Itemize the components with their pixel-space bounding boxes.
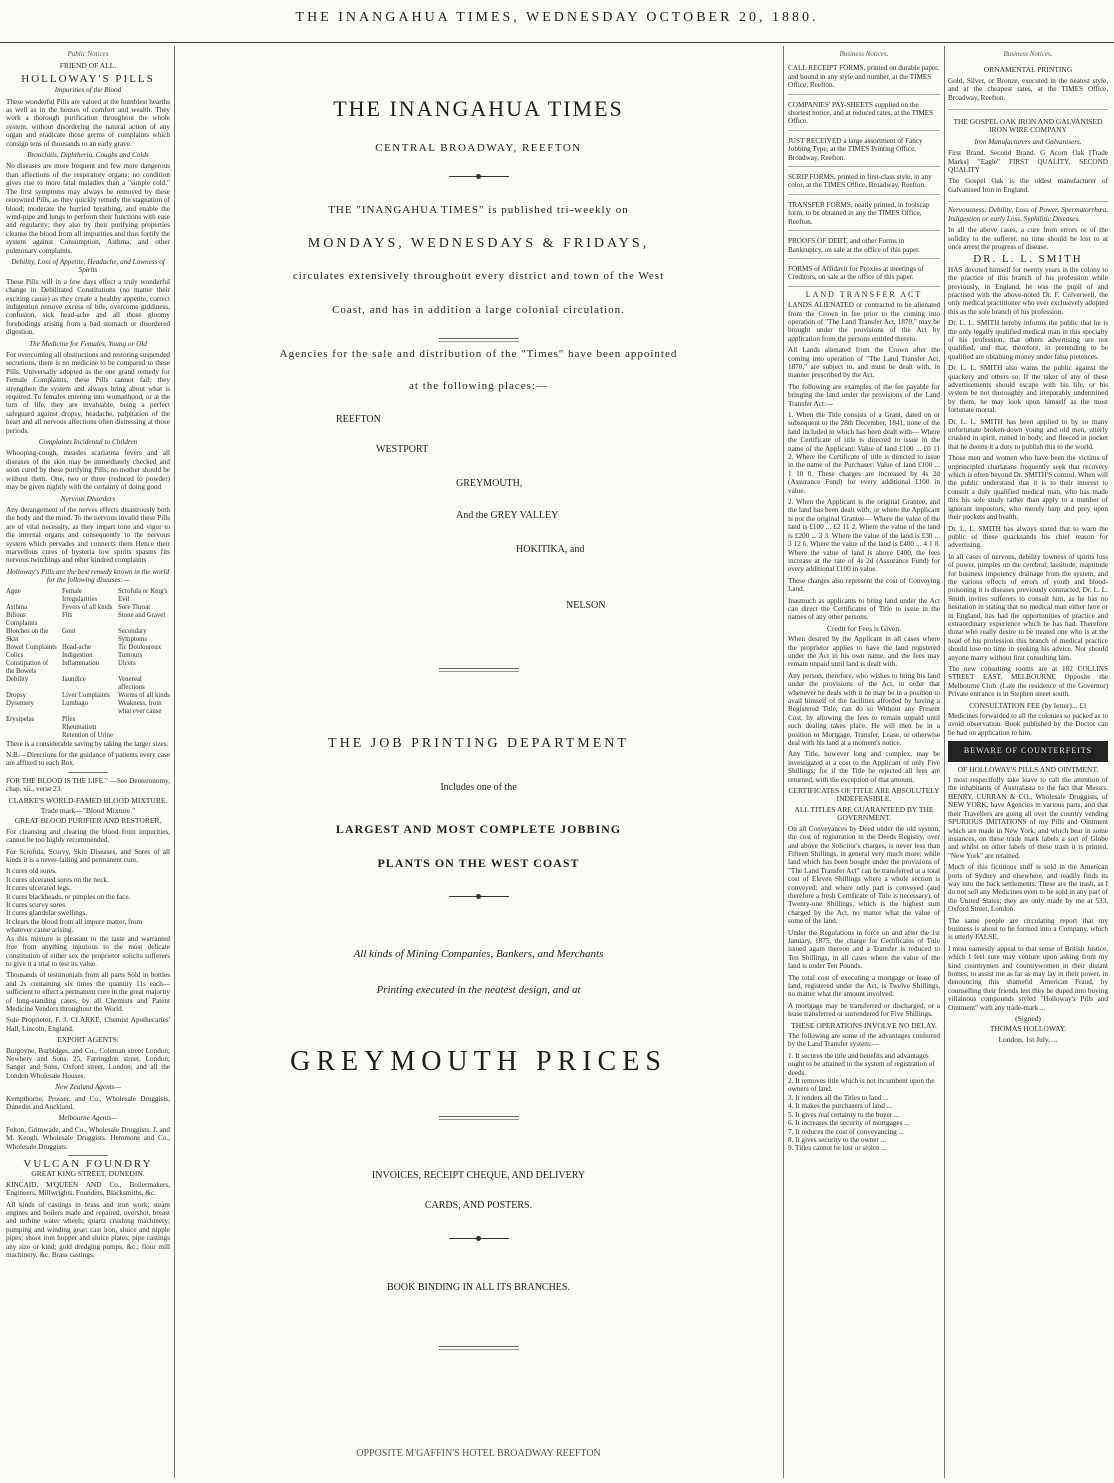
- advert: [788, 171, 940, 195]
- largest-line: LARGEST AND MOST COMPLETE JOBBING: [335, 822, 622, 836]
- paragraph: When desired by the Applicant in all cases where the proprietor applies to have the land registered under the Act in his own name, and the fees may remain unpaid until land is dealt with.: [788, 635, 940, 669]
- signed: (Signed): [1015, 1014, 1041, 1024]
- disease-item: Piles: [62, 715, 76, 723]
- consultation-fee: CONSULTATION FEE (by letter)... £1: [969, 700, 1087, 710]
- cure-item: It cures old sores.: [6, 867, 57, 876]
- disease-item: Stone and Gravel: [118, 611, 166, 619]
- ad-title: ORNAMENTAL PRINTING: [983, 65, 1073, 75]
- paragraph: As this mixture is pleasant to the taste and warranted free from anything injurious to the most delicate constitution of either sex the proprietor solicits sufferers to give it a trial to test its value.: [6, 934, 170, 968]
- column-header: Business Notices.: [839, 50, 889, 58]
- paragraph: The new consulting rooms are at 182 COLLINS STREET EAST, MELBOURNE Opposite the Melbourne Club. (Late the residence of the Governor) Private entrance is in Stephen street south.: [948, 665, 1108, 699]
- disease-list: [6, 588, 170, 740]
- ornament-divider: [449, 896, 509, 897]
- paragraph: Felton, Grimwade, and Co., Wholesale Druggists. J. and M. Keogh, Wholesale Druggists. Hemmons and Co., Wholesale Druggists.: [6, 1125, 170, 1151]
- paragraph: First Brand. Second Brand. G Acorn Oak [Trade Marks] "Eagle" FIRST QUALITY. SECOND QUALITY: [948, 149, 1108, 175]
- advert: [788, 235, 940, 259]
- section-heading: New Zealand Agents—: [55, 1083, 121, 1092]
- disease-item: Gout: [62, 627, 76, 635]
- disease-item: Indigestion: [62, 651, 93, 659]
- advantage-item: 2. It removes title which is not incumbent upon the owners of land.: [788, 1077, 935, 1094]
- paragraph: Any Title, however long and complex, may be investigated at a cost to the Applicant of only Five Shillings; for if the Title be rejected all fees are returned, with the exception of that amount.: [788, 750, 940, 784]
- disease-item: Fevers of all kinds: [62, 603, 113, 611]
- disease-item: Dysentery: [6, 699, 34, 707]
- ornament-divider: [449, 176, 509, 177]
- signature: THOMAS HOLLOWAY.: [989, 1024, 1067, 1034]
- paragraph: All Lands alienated from the Crown after the coming into operation of "The Land Transfer Act, 1870," are subject to, and must be dealt with, in manner prescribed by the Act.: [788, 346, 940, 380]
- disease-item: Secondary Symptoms: [118, 627, 148, 643]
- paragraph: Any derangement of the nerves effects disastrously both the body and the mind. To the nervous invalid these Pills are of vital necessity, as they impart tone and vigor to the internal organs and consequently to the nervous system which pervades and connects them Hence their marvellous cures of hysteria low spirits spasms fits nervous twitchings and other kindred complaints: [6, 505, 170, 565]
- section-heading: Impurities of the Blood: [54, 86, 122, 95]
- ad-title: VULCAN FOUNDRY: [23, 1158, 153, 1171]
- ad-heading: FOR THE BLOOD IS THE LIFE." —See Deuteronomy, chap. xii., verse 23.: [6, 776, 170, 794]
- advert: [788, 135, 940, 167]
- paragraph: On all Conveyances by Deed under the old system, the cost of registration in the Deeds Registry, over and above the Solicitor's charges, is never less than Fifteen Shillings, in general very much more; while land which has been bought under the provisions of "The Land Transfer Act" can be transferred at a total cost of Eleven Shillings where a whole section is conveyed; and where only part is conveyed (and therefore a fresh Certificate of Title is necessary), of Twenty-one Shillings, which is the highest sum charged by the Act, no matter what the value of some of the land.: [788, 824, 940, 926]
- office-location: OPPOSITE M'GAFFIN'S HOTEL BROADWAY REEFTON: [356, 1448, 601, 1459]
- advert-text: FORMS of Affidavit for Proxies at meetings of Creditors, on sale at the office of this paper.: [788, 264, 924, 282]
- paragraph: Sole Proprietor, F. J. CLARKE, Chemist Apothecaries' Hall, Lincoln, England.: [6, 1016, 170, 1033]
- place-hokitika: HOKITIKA, and: [516, 544, 585, 555]
- ornament-divider: [449, 1238, 509, 1239]
- disease-item: Asthma: [6, 603, 28, 611]
- disease-item: Venereal affections: [118, 675, 145, 691]
- paragraph: These wonderful Pills are valued at the humblest hearths as well as in the houses of comfort and wealth. They work a thorough purification throughout the whole system, without disordering the natural action of any organ and eradicate those germs of complaints which consign tens of thousands to an early grave.: [6, 97, 170, 148]
- advert-text: TRANSFER FORMS, neatly printed, in foolscap form, to be obtained in any the TIMES Office, Reefton.: [788, 200, 930, 226]
- cure-item: It cures ulcerated legs.: [6, 884, 71, 893]
- all-kinds-line: All kinds of Mining Companies, Bankers, and Merchants: [353, 948, 604, 960]
- disease-item: Ulcers: [118, 659, 136, 667]
- disease-item: [118, 724, 170, 732]
- trade-mark: Trade mark—"Blood Mixture.": [40, 806, 136, 815]
- cure-item: It clears the blood from all impure matter, from whatever cause arising.: [6, 917, 143, 935]
- paragraph: The same people are circulating report that my business is about to be formed into a Company, which is utterly FALSE.: [948, 916, 1108, 942]
- disease-item: [118, 716, 170, 724]
- paragraph: The following are some of the advantages conferred by the Land Transfer system:—: [788, 1032, 940, 1049]
- disease-item: Fits: [62, 611, 73, 619]
- column-header: Public Notices: [67, 50, 109, 58]
- paragraph: The total cost of executing a mortgage or lease of land, registered under the Act, is Twelve Shillings, no matter what the amount involved.: [788, 973, 940, 999]
- paragraph: All kinds of castings in brass and iron work; steam engines and boilers made and repaired, overshot, breast and turbine water wheels; quartz crushing machinery; pumping and winding gear; cast iron, sluice and nipple pipes; shoot iron hopper and sluice plates; pipe castings any size or kind; gold dredging pumps, &c.; flour mill machinery, &c. Brass castings.: [6, 1200, 170, 1260]
- masthead: THE INANGAHUA TIMES, WEDNESDAY OCTOBER 20, 1880.: [295, 10, 819, 25]
- paragraph: Any person, therefore, who wishes to bring his land under the provisions of the Act, in order that whenever he deals with it he may be in a position to avail himself of the facilities afforded by having a Registered Title, can do so Without any Present Cost, by allowing the fees to remain unpaid until such dealing takes place. He will then be in a position to Mortgage, Transfer, Lease, or otherwise deal with his land at a moment's notice.: [788, 671, 940, 748]
- advantage-item: 5. It gives real certainty to the buyer ...: [788, 1110, 900, 1119]
- place-greymouth: GREYMOUTH,: [456, 478, 523, 489]
- invoices-line: INVOICES, RECEIPT CHEQUE, AND DELIVERY: [371, 1170, 586, 1181]
- paragraph: Those men and women who have been the victims of unprincipled charlatans frequently seek that recovery which is often beyond Dr. SMITH'S control. When will the public understand that it is to their interest to consult a duly qualified medical man, who has made this his sole study rather than apply to a number of ignorant impostors, who merely harp and prey upon their pockets and health.: [948, 454, 1108, 522]
- advert-text: JUST RECEIVED a large assortment of Fancy Jobbing Type, at the TIMES Printing Office, Broadway, Reefton.: [788, 136, 923, 162]
- disease-item: Retention of Urine: [62, 731, 113, 739]
- paragraph: Burgoyne, Burbidges, and Co., Coleman street London; Newbery and Sons, 25, Farringdon street, London; Sanger and Sons, Oxford street, London; and all the London Wholesale Houses.: [6, 1046, 170, 1080]
- job-printing-title: THE JOB PRINTING DEPARTMENT: [328, 736, 629, 751]
- column-business-notices: [788, 50, 940, 1475]
- bookbinding-line: BOOK BINDING IN ALL ITS BRANCHES.: [387, 1282, 570, 1293]
- paragraph: 2. When the Applicant is the original Grantee, and the land has been dealt with; or where the Applicant is not the original Grantee— Where the value of the land is £100 ... £2 11 2. Where the value of the land is £200 ... 3 3. Where the value of the land is £30 ... 3 12 6. Where the value of the land is £400 ... 4 1 8. Where the value of land is above £400, the fees increase at the rate of 4s 2d (Assurance Fund) for every additional £100 in value.: [788, 498, 940, 574]
- cures-list: [6, 867, 170, 934]
- cure-item: It cures scurvy sores.: [6, 901, 67, 910]
- column-divider: [783, 46, 784, 1478]
- advantage-list: [788, 1052, 940, 1153]
- wavy-divider: [439, 1116, 519, 1120]
- place-nelson: NELSON: [566, 600, 606, 611]
- paragraph: Inasmuch as applicants to bring land under the Act can direct the Certificates of Title to issue in the names of any other persons.: [788, 596, 940, 622]
- section-heading: Melbourne Agents—: [58, 1114, 118, 1123]
- cure-item: It cures blackheads, or pimples on the face.: [6, 892, 131, 901]
- column-divider: [174, 46, 175, 1478]
- paragraph: In all the above cases, a cure from errors or of the solidity to the sufferer, no time should be lost to at once arrest the progress of disease.: [948, 226, 1108, 251]
- ad-subtitle: Iron Manufacturers and Galvanisers.: [974, 137, 1082, 146]
- ad-title: THE GOSPEL OAK IRON AND GALVANISED IRON WIRE COMPANY: [953, 117, 1103, 135]
- paragraph: Whooping-cough, measles scarlatina fevers and all diseases of the skin may be immediately checked and soon cured by these purifying Pills; no mother should be without them. One, two or three (reduced to powder) may be given nightly with the certainty of doing good: [6, 449, 170, 492]
- place-grey-valley: And the GREY VALLEY: [456, 510, 559, 521]
- disease-item: Scrofula or King's Evil: [118, 587, 168, 603]
- paragraph: For Scrofula, Scurvy, Skin Diseases, and Sores of all kinds it is a never-failing and permanent cure.: [6, 847, 170, 865]
- section-heading: Nervous Disorders: [60, 494, 116, 503]
- disease-item: Worms of all kinds: [118, 691, 170, 699]
- paragraph: Medicines forwarded to all the colonies so packed as to avoid observation. Book published by the Doctor can be had on application to him.: [948, 712, 1108, 737]
- address: London, 1st July, ...: [998, 1034, 1058, 1044]
- masthead-rule: [0, 42, 1114, 43]
- wavy-divider: [439, 1346, 519, 1350]
- advert-text: CALL RECEIPT FORMS, printed on durable paper, and bound in any style and number, at the TIMES Office, Reefton.: [788, 64, 940, 90]
- disease-item: [118, 732, 170, 740]
- section-heading: Credit for Fees is Given.: [827, 623, 901, 633]
- section-heading: Holloway's Pills are the best remedy known in the world for the following diseases:—: [6, 567, 170, 585]
- advert-text: COMPANIES' PAY-SHEETS supplied on the shortest notice, and at reduced rates, at the TIMES Office.: [788, 100, 934, 126]
- column-business-notices-2: [948, 50, 1108, 1475]
- advantage-item: 3. It renders all the Titles to land ...: [788, 1093, 889, 1102]
- paragraph: The following are examples of the fee payable for bringing the land under the provisions of the Land Transfer Act:—: [788, 382, 940, 408]
- paragraph: N.B.—Directions for the guidance of patients every case are affixed to each Box.: [6, 750, 170, 768]
- circulation-line: circulates extensively throughout every district and town of the West: [292, 270, 665, 282]
- paragraph: The Gospel Oak is the oldest manufacturer of Galvanised Iron in England.: [948, 177, 1108, 194]
- place-westport: WESTPORT: [376, 444, 429, 455]
- section-heading: The Medicine for Females, Young or Old: [29, 339, 147, 348]
- paragraph: Nervousness, Debility, Loss of Power, Spermatorrhœa, Indigestion or early Loss, Syphilitic Diseases.: [948, 206, 1108, 223]
- advert: [788, 263, 940, 287]
- disease-item: Tumours: [118, 651, 143, 659]
- disease-item: Lumbago: [62, 699, 89, 707]
- paragraph: Dr. L. L. SMITH has been applied to by so many unfortunate broken-down young and old men, utterly crushed in spirit, ruined in body, and fleeced in pocket that he deems it a duty to publish this to the world.: [948, 417, 1108, 451]
- disease-item: Sore Throat: [118, 603, 151, 611]
- disease-item: Weakness, from what ever cause: [118, 699, 162, 715]
- plants-line: PLANTS ON THE WEST COAST: [377, 856, 580, 870]
- advert: [948, 62, 1108, 110]
- circulation-line: Coast, and has in addition a large colonial circulation.: [332, 304, 625, 316]
- publishing-days: MONDAYS, WEDNESDAYS & FRIDAYS,: [307, 236, 650, 251]
- disease-item: Bowel Complaints: [6, 643, 57, 651]
- advantage-item: 4. It makes the purchasers of land ...: [788, 1102, 892, 1111]
- cure-item: It cures ulcerated sores on the neck.: [6, 875, 109, 884]
- advert-text: SCRIP FORMS, printed in first-class style, in any color, at the TIMES Office, Broadway, Reefton.: [788, 173, 932, 190]
- paragraph: I most earnestly appeal to that sense of British Justice, which I feel sure may venture upon asking from my kind countrymen and countrywomen in their distant homes, to assist me as far as may lay in their power, in denouncing this shameful American Fraud, by counselling their friends lest they be duped into buying villainous compounds styled "Holloway's Pills and Ointment" with any trade-mark ...: [948, 944, 1108, 1012]
- cards-line: CARDS, AND POSTERS.: [424, 1200, 533, 1211]
- printing-line: Printing executed in the neatest design, and at: [376, 984, 581, 996]
- disease-item: Constipation of the Bowels: [6, 659, 49, 675]
- ad-title: HOLLOWAY'S PILLS: [21, 72, 155, 85]
- paragraph: These charges also represent the cost of Conveying Land.: [788, 576, 940, 594]
- paragraph: A mortgage may be transferred or discharged, or a lease transferred or surrendered for Five Shillings.: [788, 1001, 940, 1019]
- column-public-notices: [6, 50, 170, 1475]
- disease-item: Colics: [6, 651, 24, 659]
- ad-title: DR. L. L. SMITH: [973, 253, 1083, 266]
- disease-item: Erysipelas: [6, 715, 35, 723]
- advantage-item: 8. It gives security to the owner ...: [788, 1135, 887, 1144]
- agencies-line: Agencies for the sale and distribution of the "Times" have been appointed: [279, 348, 678, 360]
- paragraph: 1. When the Title consists of a Grant, dated on or subsequent to the 28th December, 1841, none of the land included in which has been dealt with— Where the Certificate of title is directed to issue in the name of the Applicant: Value of land £100 ... £0 11 2. Where the Certificate of title is directed to issue in the name of the Purchaser: Value of land £100 ... 1 10 0. These charges are increased by 4s 2d (Assurance Fund) for every additional £100 in value.: [788, 411, 940, 495]
- paragraph: There is a considerable saving by taking the larger sizes.: [6, 739, 169, 748]
- cure-item: It cures glandular swellings.: [6, 909, 88, 918]
- disease-item: Female Irregularities: [62, 587, 98, 603]
- newspaper-address: CENTRAL BROADWAY, REEFTON: [375, 142, 582, 154]
- ad-heading: FRIEND OF ALL.: [59, 61, 117, 71]
- section-heading: CERTIFICATES OF TITLE ARE ABSOLUTELY INDEFEASIBLE.: [788, 786, 940, 804]
- paragraph: No diseases are more frequent and few more dangerous than affections of the respiratory organs; no condition gives rise to more fatal maladies than a "simple cold." The first symptoms may always be removed by these renowned Pills, as they quickly remedy the stagnation of blood; moderate the hurried breathing, and enable the wind-pipe and lungs to perform their functions with ease and regularity; they also by their purifying properties cleanse the blood from all impurities and thus fortify the system against Consumption, Asthma, and other pulmonary complaints.: [6, 162, 170, 255]
- section-heading: ALL TITLES ARE GUARANTEED BY THE GOVERNMENT.: [794, 804, 934, 823]
- section-heading: EXPORT AGENTS:: [57, 1035, 119, 1045]
- disease-item: Dropsy: [6, 691, 27, 699]
- advert: [948, 114, 1108, 202]
- paragraph: Dr. L. L. SMITH hereby informs the public that he is the only legally qualified medical man in this specialty of his profession, that others advertising are not qualified, and that, therefore, in pretending to be qualified are obtaining money under false pretences.: [948, 319, 1108, 361]
- paragraph: Gold, Silver, or Bronze, executed in the neatest style, and at the cheapest rates, at the TIMES Office, Broadway, Reefton.: [948, 76, 1108, 102]
- paragraph: Much of this fictitious stuff is sold in the American ports of Sydney and elsewhere, and readily finds its way into the back settlements. These are the trash, as I do not sell any Medicines even to be sold in any part of the United States; they are only made by me at 533, Oxford Street, London.: [948, 863, 1108, 914]
- paragraph: Under the Regulations in force on and after the 1st January, 1875, the charge for Certificates of Title issued again thereon and a Transfer is reduced to Ten Shillings, in all cases where the value of the land is under Ten Pounds.: [788, 928, 940, 971]
- paragraph: Thousands of testimonials from all parts Sold in bottles and 2s containing six times the quantity 11s each—sufficient to effect a permanent cure in the great majority of long-standing cases, by all Chemists and Patent Medicine Vendors throughout the World.: [6, 971, 170, 1013]
- disease-item: Debility: [6, 675, 29, 683]
- paragraph: Dr. L. L. SMITH has always stated that to warn the public of these quacksands his chief reason for advertising.: [948, 524, 1108, 550]
- disease-item: Liver Complaints: [62, 691, 110, 699]
- disease-item: Blotches on the Skin: [6, 627, 49, 643]
- disease-item: Rheumatism: [62, 723, 97, 731]
- disease-item: Tic Douloureux: [118, 643, 161, 651]
- published-line: THE "INANGAHUA TIMES" is published tri-weekly on: [328, 204, 629, 216]
- paragraph: LANDS ALIENATED or contracted to be alienated from the Crown in fee prior to the coming into operation of "The Land Transfer Act, 1870," may be brought under the provisions of the Act by application from the persons entitled thereto.: [788, 301, 940, 343]
- section-heading: THESE OPERATIONS INVOLVE NO DELAY.: [791, 1020, 937, 1030]
- agencies-line: at the following places:—: [409, 380, 548, 392]
- advantage-item: 1. It secures the title and benefits and advantages ought to be attained to the system of registration of deeds.: [788, 1051, 935, 1077]
- ad-title: OF HOLLOWAY'S PILLS AND OINTMENT.: [957, 764, 1099, 774]
- paragraph: Kempthorne, Prosser, and Co., Wholesale Druggists, Dunedin and Auckland.: [6, 1094, 170, 1111]
- advantage-item: 7. It reduces the cost of conveyancing ...: [788, 1127, 904, 1136]
- advert: [788, 199, 940, 231]
- counterfeit-banner: BEWARE OF COUNTERFEITS: [948, 741, 1108, 761]
- advantage-item: 9. Titles cannot be lost or stolen ...: [788, 1144, 887, 1153]
- disease-item: [6, 732, 58, 740]
- disease-item: Ague: [6, 587, 21, 595]
- greymouth-prices: GREYMOUTH PRICES: [290, 1046, 667, 1077]
- paragraph: For overcoming all obstructions and restoring suspended secretions, there is no medicine to be compared to these Pills. Universally adopted as the one grand remedy for Female Complaints, these Pills cannot fail; they strengthen the system and always bring about what is required. To females entering into womanhood, or at the turn of life, they are invaluable, being a perfect safeguard against dropsy, headache, palpitation of the heart and all nervous affections often distressing at those periods.: [6, 351, 170, 435]
- section-heading: Debility, Loss of Appetite, Headache, and Lowness of Spirits: [11, 257, 165, 275]
- disease-item: Jaundice: [62, 675, 86, 683]
- place-reefton: REEFTON: [336, 414, 381, 425]
- paragraph: HAS devoted himself for twenty years in the colony to the practice of this branch of his profession while previously, in England, he was the pupil of and practised with the above-noted Dr. F. Culverwell, the only medical practitioner who ever exclusively adopted this as the sole branch of his profession.: [948, 265, 1108, 316]
- disease-item: Bilious Complaints: [6, 611, 38, 627]
- disease-item: [6, 724, 58, 732]
- disease-item: Head-ache: [62, 643, 92, 651]
- paragraph: In all cases of nervous, debility lowness of spirits loss of power, pimples on the cerebral, lassitude, inaptitude for business impotency drainage from the system, and the various effects of errors of youth and blood-poisoning it is diseases previously contracted, Dr. L. L. Smith invites sufferers to consult him, as he has no hesitation in stating that no medical man either here or in England, has had the opportunities of practice and extraordinary experience which he has had. Therefore those who really desire to be treated one who is at the head of his profession this branch of medical practice should lose no time in seeking his advice. Nor should anyone marry without first consulting him.: [948, 552, 1108, 662]
- disease-item: Inflammation: [62, 659, 99, 667]
- advert-text: PROOFS OF DEBT, and other Forms in Bankruptcy, on sale at the office of this paper.: [788, 237, 920, 254]
- advert: [788, 62, 940, 94]
- section-heading: Complaints Incidental to Children: [38, 438, 138, 447]
- ad-subtitle: GREAT KING STREET, DUNEDIN.: [31, 1169, 145, 1179]
- advert: [788, 99, 940, 131]
- paragraph: Dr. L. L. SMITH also warns the public against the quackery and others so. If the taker of any of these advertisements should escape with his life, or his system be not thoroughly and irreparably undermined by them, he may look upon himself as the most fortunate mortal.: [948, 364, 1108, 415]
- wavy-divider: [439, 338, 519, 342]
- paragraph: For cleansing and clearing the blood from impurities, cannot be too highly recommended.: [6, 827, 170, 845]
- wavy-divider: [439, 668, 519, 672]
- paragraph: These Pills will in a few days effect a truly wonderful change in Debilitated Constitutions (no matter their exciting cause) as they create a healthy appetite, correct indigestion remove excess of bile, overcome giddiness, confusion, sick head-ache and all those gloomy forebodings arising from a bad stomach or disordered digestion.: [6, 277, 170, 337]
- section-heading: Bronchitis, Diphtheria, Coughs and Colds: [27, 151, 149, 160]
- section-title: LAND TRANSFER ACT: [805, 289, 923, 299]
- newspaper-title: THE INANGAHUA TIMES: [333, 96, 624, 121]
- paragraph: I most respectfully take leave to call the attention of the inhabitants of Australasia to the fact that Messrs. HENRY, CURRAN & CO., Wholesale Druggists, of NEW YORK, have Agencies in various parts, and that their Travellers are going all over the country vending SPURIOUS IMITATIONS of my Pills and Ointment which are made in New York, and which bear in some instances, on these trade mark labels a sort of Globe and whilst on other labels of these trash it is printed, "New York" are retained.: [948, 776, 1108, 860]
- column-divider: [944, 46, 945, 1478]
- column-newspaper-notice: [176, 50, 781, 1475]
- column-header: Business Notices.: [1003, 50, 1053, 58]
- ad-title: CLARKE'S WORLD-FAMED BLOOD MIXTURE.: [8, 795, 168, 805]
- advantage-item: 6. It increases the security of mortgages ...: [788, 1119, 910, 1128]
- includes-line: Includes one of the: [440, 782, 517, 793]
- paragraph: KINCAID, M'QUEEN AND Co., Boilermakers, Engineers, Millwrights, Founders, Blacksmiths, &c.: [6, 1180, 170, 1198]
- ad-subtitle: GREAT BLOOD PURIFIER AND RESTORER,: [14, 816, 162, 826]
